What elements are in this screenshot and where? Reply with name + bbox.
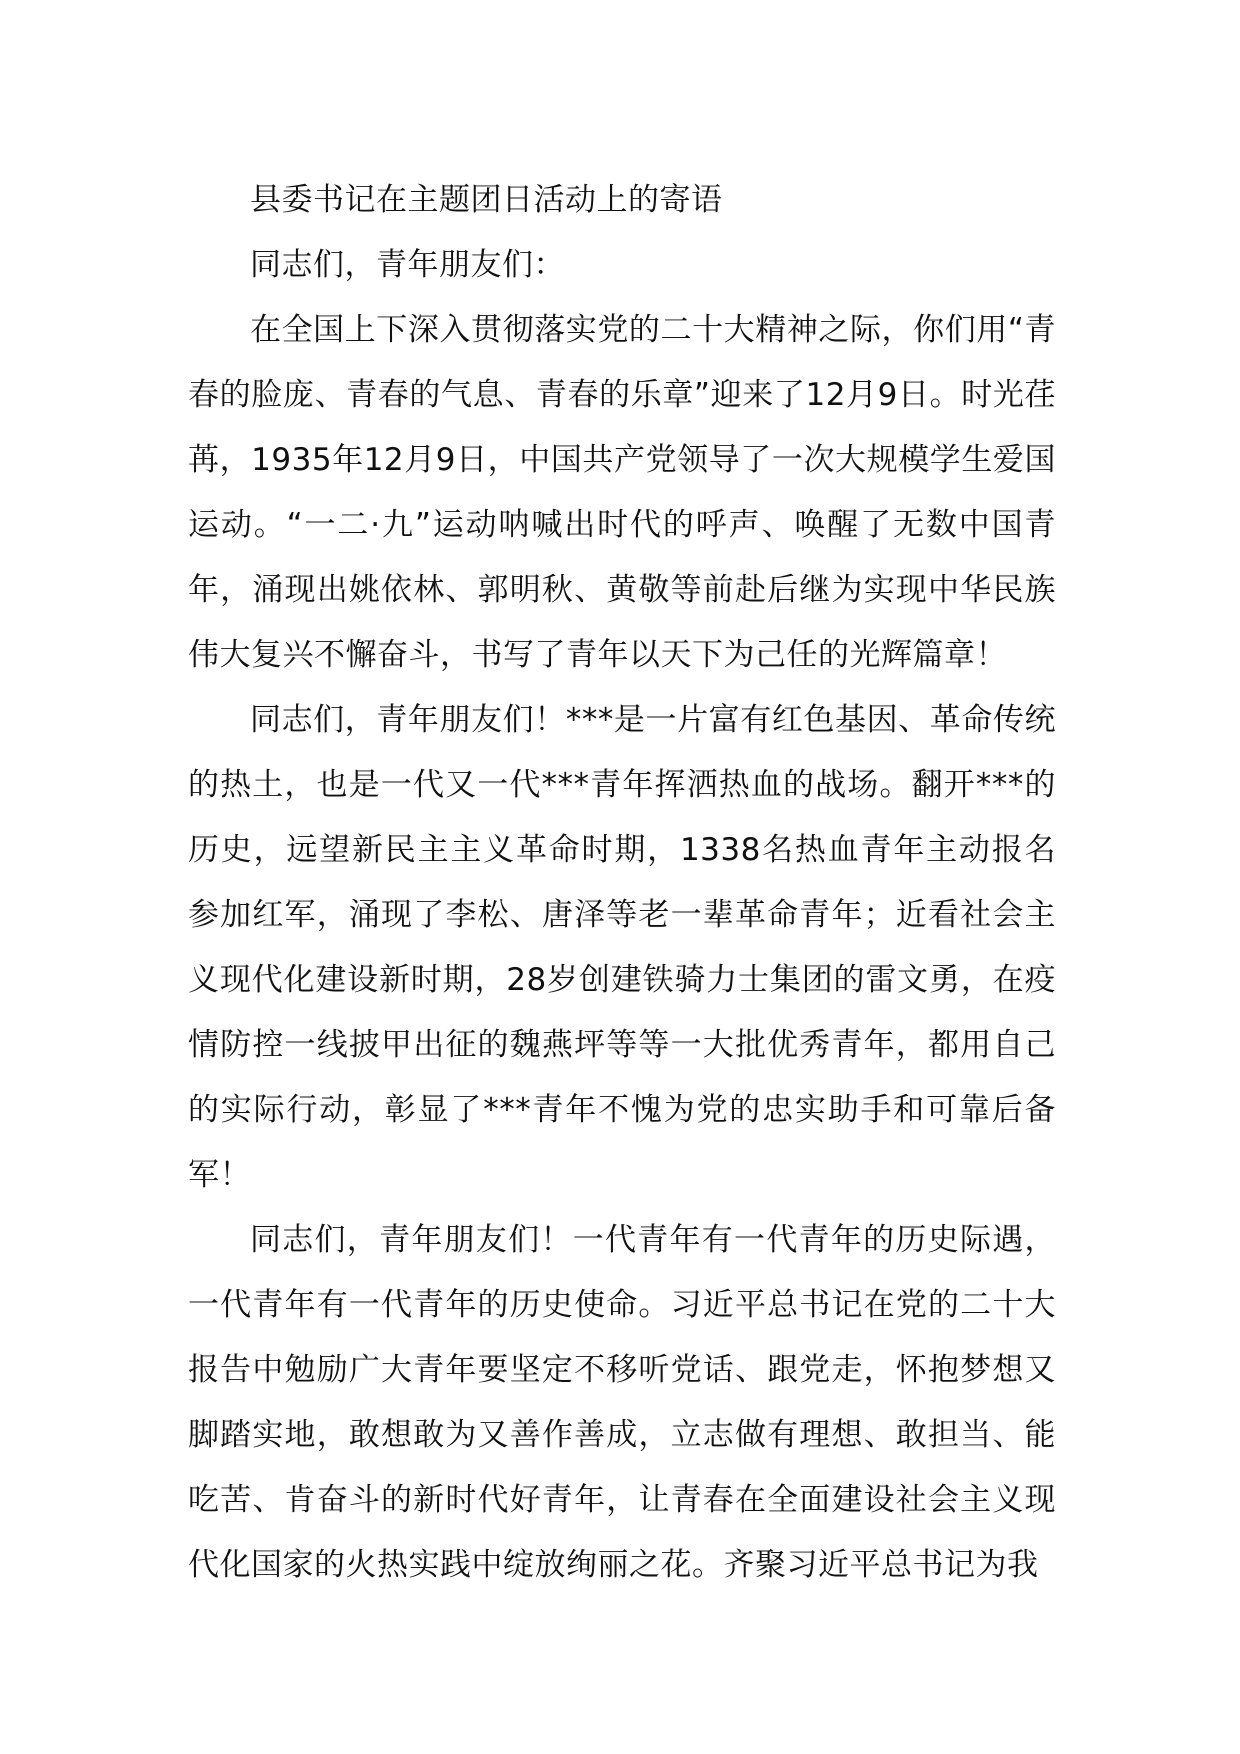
document-page — [188, 168, 1056, 1598]
paragraph-3: 同志们，青年朋友们！一代青年有一代青年的历史际遇，一代青年有一代青年的历史使命。习近平总书记在党的二十大报告中勉励广大青年要坚定不移听党话、跟党走，怀抱梦想又脚踏实地，敢想敢为又善作善成，立志做有理想、敢担当、能吃苦、肯奋斗的新时代好青年，让青春在全面建设社会主义现代化国家的火热实践中绽放绚丽之花。齐聚习近平总书记为我 — [188, 1222, 1056, 1583]
document-title: 县委书记在主题团日活动上的寄语 — [250, 182, 723, 218]
salutation: 同志们，青年朋友们： — [250, 247, 565, 283]
paragraph-2: 同志们，青年朋友们！***是一片富有红色基因、革命传统的热土，也是一代又一代***青年挥洒热血的战场。翻开***的历史，远望新民主主义革命时期，1338名热血青年主动报名参加红军，涌现了李松、唐泽等老一辈革命青年；近看社会主义现代化建设新时期，28岁创建铁骑力士集团的雷文勇，在疫情防控一线披甲出征的魏燕坪等等一大批优秀青年，都用自己的实际行动，彰显了***青年不愧为党的忠实助手和可靠后备军！ — [188, 702, 1056, 1193]
paragraph-1: 在全国上下深入贯彻落实党的二十大精神之际，你们用“青春的脸庞、青春的气息、青春的乐章”迎来了12月9日。时光荏苒，1935年12月9日，中国共产党领导了一次大规模学生爱国运动。“一二·九”运动呐喊出时代的呼声、唤醒了无数中国青年，涌现出姚依林、郭明秋、黄敬等前赴后继为实现中华民族伟大复兴不懈奋斗，书写了青年以天下为己任的光辉篇章！ — [188, 312, 1056, 673]
